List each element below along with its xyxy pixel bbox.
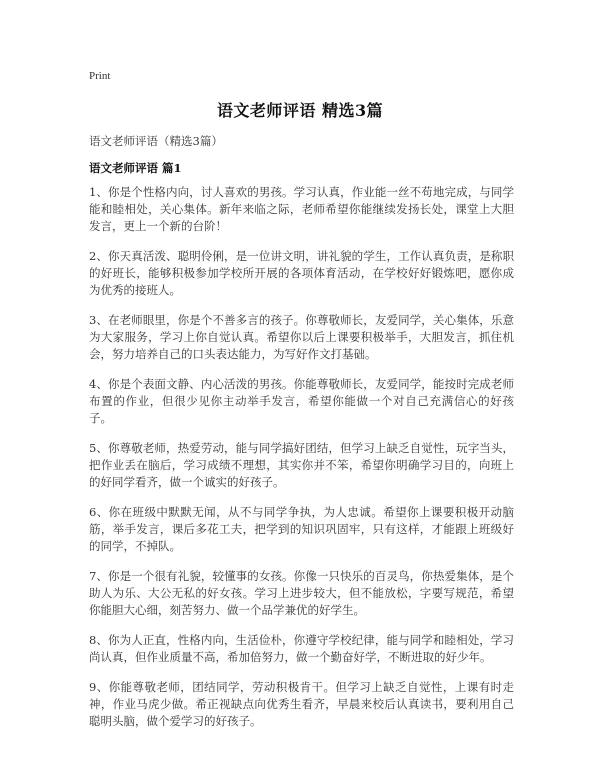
paragraph-3: 3、在老师眼里，你是个不善多言的孩子。你尊敬师长，友爱同学，关心集体，乐意为大家服务，学习上你自觉认真。希望你以后上课要积极举手，大胆发言，抓住机会，努力培养自己的口头表达能力，为写好作文打基础。 (89, 313, 514, 361)
paragraph-1: 1、你是个性格内向，讨人喜欢的男孩。学习认真，作业能一丝不苟地完成，与同学能和睦相处，关心集体。新年来临之际，老师希望你能继续发扬长处，课堂上大胆发言，更上一个新的台阶！ (89, 185, 514, 233)
paragraph-8: 8、你为人正直，性格内向，生活俭朴，你遵守学校纪律，能与同学和睦相处，学习尚认真，但作业质量不高，希加倍努力，做一个勤奋好学，不断进取的好少年。 (89, 633, 514, 664)
section-heading: 语文老师评语 篇1 (89, 161, 182, 175)
print-link[interactable]: Print (89, 70, 111, 82)
article-body (89, 184, 514, 743)
document-subtitle: 语文老师评语（精选3篇） (89, 134, 223, 148)
paragraph-9: 9、你能尊敬老师，团结同学，劳动积极肯干。但学习上缺乏自觉性，上课有时走神，作业马虎少做。希正视缺点向优秀生看齐，早晨来校后认真读书，要利用自己聪明头脑，做个爱学习的好孩子。 (89, 680, 514, 728)
paragraph-7: 7、你是一个很有礼貌，较懂事的女孩。你像一只快乐的百灵鸟，你热爱集体，是个助人为乐、大公无私的好女孩。学习上进步较大，但不能放松，字要写规范，希望你能胆大心细，刻苦努力、做一个品学兼优的好学生。 (89, 569, 514, 617)
paragraph-5: 5、你尊敬老师，热爱劳动，能与同学搞好团结，但学习上缺乏自觉性，玩字当头，把作业丢在脑后，学习成绩不理想，其实你并不笨，希望你明确学习目的，向班上的好同学看齐，做一个诚实的好孩子。 (89, 441, 514, 489)
paragraph-2: 2、你天真活泼、聪明伶俐，是一位讲文明，讲礼貌的学生，工作认真负责，是称职的好班长，能够积极参加学校所开展的各项体育活动，在学校好好锻炼吧，愿你成为优秀的接班人。 (89, 249, 514, 297)
paragraph-6: 6、你在班级中默默无闻，从不与同学争执，为人忠诚。希望你上课要积极开动脑筋，举手发言，课后多花工夫，把学到的知识巩固牢，只有这样，才能跟上班级好的同学，不掉队。 (89, 505, 514, 553)
paragraph-4: 4、你是个表面文静、内心活泼的男孩。你能尊敬师长，友爱同学，能按时完成老师布置的作业，但很少见你主动举手发言，希望你能做一个对自己充满信心的好孩子。 (89, 377, 514, 425)
page-title: 语文老师评语 精选3篇 (216, 101, 384, 120)
